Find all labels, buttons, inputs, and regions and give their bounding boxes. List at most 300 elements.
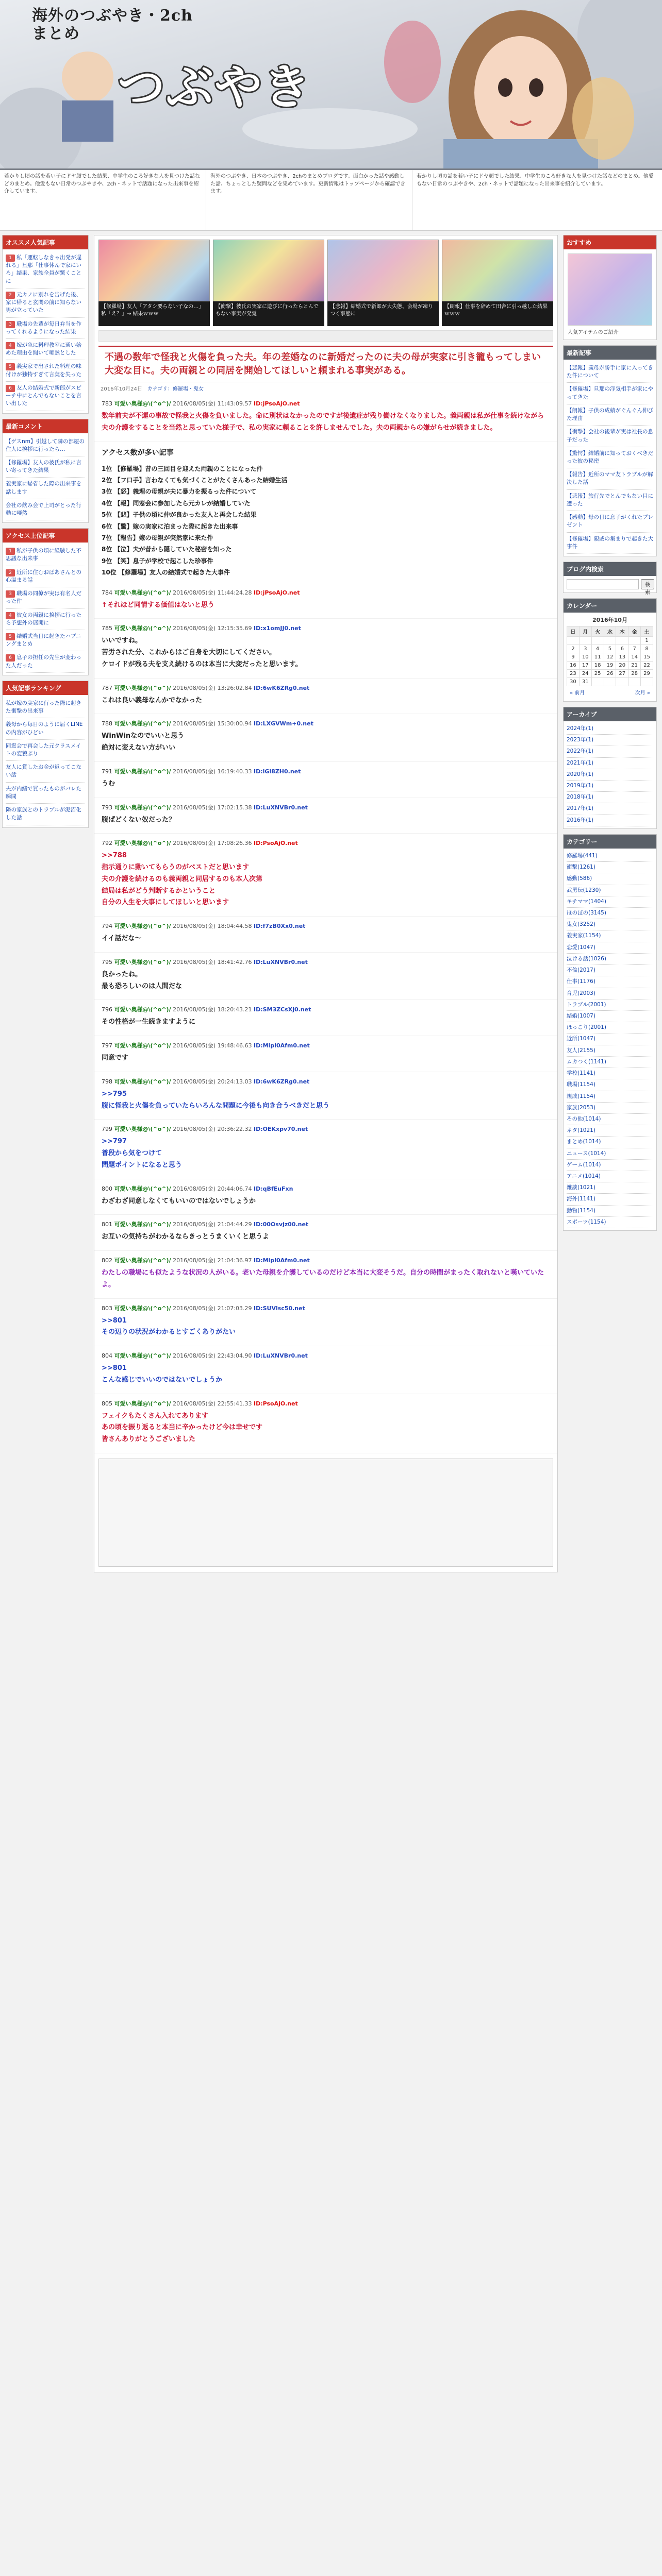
calendar-day[interactable]: 29 (641, 669, 653, 677)
thumb-caption[interactable]: 【朗報】仕事を辞めて田舎に引っ越した結果ｗｗｗ (442, 301, 553, 326)
post-id: ID:6wK6ZRg0.net (253, 684, 310, 691)
archive-item[interactable] (567, 746, 653, 757)
calendar-day[interactable]: 23 (567, 669, 580, 677)
category-item[interactable] (567, 954, 653, 965)
thumb-caption[interactable]: 【悲報】結婚式で新郎が大失態、会場が凍りつく事態に (327, 301, 439, 326)
box-title: 最新記事 (564, 346, 656, 360)
list-item[interactable] (6, 587, 85, 608)
calendar-day[interactable]: 16 (567, 661, 580, 669)
post-name: 可愛い奥様@\(^o^)/ (114, 1257, 171, 1264)
calendar-weekday: 金 (628, 626, 641, 636)
calendar-day[interactable]: 4 (591, 645, 604, 653)
calendar-prev-link[interactable]: « 前月 (570, 690, 585, 696)
featured-thumb[interactable] (98, 240, 210, 326)
calendar-day[interactable]: 21 (628, 661, 641, 669)
list-item[interactable] (567, 533, 653, 554)
ranking-line[interactable]: 3位 【怒】義理の母親が夫に暴力を振るった件について (102, 488, 257, 496)
list-link[interactable]: 【修羅場】旦那の浮気相手が家にやってきた (567, 386, 653, 400)
archive-item[interactable] (567, 758, 653, 769)
calendar-table (567, 626, 653, 686)
category-link[interactable]: 衝撃(1261) (567, 864, 595, 871)
category-item[interactable] (567, 1033, 653, 1045)
category-link[interactable]: 近所(1047) (567, 1036, 595, 1042)
list-item[interactable] (6, 435, 85, 456)
category-link[interactable]: キチママ(1404) (567, 898, 606, 905)
post-date: 2016/08/05(金) 12:15:35.69 (173, 625, 252, 632)
post-id: ID:Mipl0Afm0.net (253, 1257, 310, 1264)
list-item[interactable] (567, 404, 653, 426)
list-item[interactable] (567, 511, 653, 532)
recommend-caption[interactable]: 人気アイテムのご紹介 (568, 330, 619, 335)
list-link[interactable]: 私「運転しなきゃ出発が遅れる」旦那「仕事休んで家にいろ」結果、家族全員が驚くことに (6, 255, 81, 284)
archive-link[interactable]: 2017年(1) (567, 805, 594, 812)
category-item[interactable] (567, 1045, 653, 1057)
calendar-day[interactable]: 15 (641, 653, 653, 661)
ad-box[interactable] (98, 1459, 553, 1567)
list-item[interactable] (6, 740, 85, 761)
list-item[interactable] (6, 761, 85, 782)
post-number: 804 (102, 1352, 112, 1360)
list-link[interactable]: 嫁が急に料理教室に通い始めた理由を聞いて唖然とした (6, 342, 81, 357)
category-link[interactable]: 泣ける話(1026) (567, 955, 606, 962)
category-link[interactable]: 海外(1141) (567, 1196, 595, 1202)
recommend-image[interactable] (568, 253, 652, 326)
category-link[interactable]: ムカつく(1141) (567, 1058, 606, 1065)
list-item[interactable] (6, 697, 85, 718)
list-link[interactable]: 彼女の両親に挨拶に行ったら予想外の展開に (6, 612, 81, 626)
archive-link[interactable]: 2021年(1) (567, 759, 594, 766)
header-blurb-row (0, 170, 662, 231)
archive-item[interactable] (567, 803, 653, 815)
post-id: ID:f7zB0Xx0.net (253, 923, 306, 930)
post-body: >>788 指示通りに動いてもらうのがベストだと思います 夫の介護を続けるのも義両親と同居するのも本人次第 結局は私がどう判断するかということ 自分の人生を大事にしてほしいと思います (102, 852, 263, 907)
category-link[interactable]: 家族(2053) (567, 1104, 595, 1111)
category-item[interactable] (567, 1114, 653, 1125)
list-link[interactable]: 会社の飲み会で上司がとった行動に唖然 (6, 502, 81, 517)
post-name: 可愛い奥様@\(^o^)/ (114, 840, 171, 847)
category-link[interactable]: 動物(1154) (567, 1207, 595, 1214)
category-link[interactable]: 育児(2003) (567, 990, 595, 996)
post-body: わざわざ同意しなくてもいいのではないでしょうか (102, 1197, 256, 1205)
post-id: ID:lGi8ZH0.net (253, 768, 301, 775)
category-link[interactable]: 雑談(1021) (567, 1184, 595, 1191)
ranking-line[interactable]: 8位 【泣】夫が昔から隠していた秘密を知った (102, 546, 232, 553)
latest-posts-box (563, 345, 657, 556)
archive-link[interactable]: 2019年(1) (567, 783, 594, 789)
list-item[interactable] (6, 382, 85, 411)
list-link[interactable]: 私が子供の頃に経験した不思議な出来事 (6, 548, 81, 562)
post-id: ID:00Osvjz00.net (253, 1221, 309, 1228)
archive-item[interactable] (567, 815, 653, 826)
list-item[interactable] (6, 566, 85, 587)
calendar-day[interactable]: 24 (579, 669, 591, 677)
category-link[interactable]: 感動(586) (567, 875, 592, 882)
article-category-link[interactable]: カテゴリ：修羅場・鬼女 (147, 386, 204, 393)
calendar-day[interactable]: 20 (616, 661, 628, 669)
post-name: 可愛い奥様@\(^o^)/ (114, 1042, 171, 1049)
rank-badge: 6 (6, 385, 15, 392)
calendar-weekday: 水 (604, 626, 616, 636)
calendar-day (628, 677, 641, 686)
featured-thumb[interactable] (442, 240, 553, 326)
post-header (102, 1125, 550, 1133)
archive-list (564, 721, 656, 828)
calendar-day[interactable]: 11 (591, 653, 604, 661)
category-item[interactable] (567, 930, 653, 942)
main-article (94, 235, 558, 1572)
post-header (102, 1304, 550, 1312)
category-item[interactable] (567, 1194, 653, 1205)
box-title: おすすめ (564, 235, 656, 249)
list-link[interactable]: 職場の同僚が実は有名人だった件 (6, 590, 81, 605)
featured-thumb[interactable] (213, 240, 324, 326)
list-item[interactable] (6, 360, 85, 381)
calendar-day[interactable]: 9 (567, 653, 580, 661)
post-number: 800 (102, 1185, 112, 1192)
post-body: >>795 腹に怪我と火傷を負っていたらいろんな問題に今後も向き合うべきだと思う (102, 1090, 330, 1110)
post-header (102, 1077, 550, 1086)
list-item[interactable] (567, 426, 653, 447)
calendar-day[interactable]: 1 (641, 636, 653, 645)
post-name: 可愛い奥様@\(^o^)/ (114, 684, 171, 691)
list-link[interactable]: 【驚愕】結婚前に知っておくべきだった彼の秘密 (567, 450, 653, 464)
category-link[interactable]: 修羅場(441) (567, 852, 598, 859)
category-item[interactable] (567, 942, 653, 954)
ad-strip[interactable] (98, 330, 553, 342)
category-item[interactable] (567, 988, 653, 999)
list-link[interactable]: 【報告】近所のママ友トラブルが解決した話 (567, 471, 653, 486)
category-link[interactable]: 不倫(2017) (567, 967, 595, 974)
category-link[interactable]: スポーツ(1154) (567, 1218, 606, 1225)
category-link[interactable]: まとめ(1014) (567, 1139, 601, 1145)
post-name: 可愛い奥様@\(^o^)/ (114, 1185, 171, 1192)
category-link[interactable]: アニメ(1014) (567, 1173, 601, 1180)
list-link[interactable]: 義母から毎日のように届くLINEの内容がひどい (6, 721, 83, 736)
list-link[interactable]: 夫が内緒で買ったものがバレた瞬間 (6, 785, 81, 800)
post-id: ID:OEKxpv70.net (253, 1126, 308, 1133)
archive-link[interactable]: 2023年(1) (567, 737, 594, 743)
top-access-box (2, 528, 89, 675)
post-header (102, 767, 550, 775)
ranking-line[interactable]: 7位 【報告】嫁の母親が突然家に来た件 (102, 534, 213, 542)
category-item[interactable] (567, 1206, 653, 1217)
post (94, 1394, 557, 1453)
post-name: 可愛い奥様@\(^o^)/ (114, 720, 171, 727)
list-item[interactable] (567, 383, 653, 404)
category-item[interactable] (567, 1182, 653, 1194)
box-title: カレンダー (564, 599, 656, 613)
list-link[interactable]: 【修羅場】親戚の集まりで起きた大事件 (567, 535, 653, 550)
post-date: 2016/08/05(金) 22:55:41.33 (173, 1400, 252, 1407)
ranking-line[interactable]: 10位 【修羅場】友人の結婚式で起きた大事件 (102, 569, 230, 577)
calendar-day[interactable]: 5 (604, 645, 616, 653)
post (94, 1251, 557, 1299)
post (94, 1036, 557, 1072)
calendar-day[interactable]: 26 (604, 669, 616, 677)
thumb-caption[interactable]: 【衝撃】彼氏の実家に遊びに行ったらとんでもない事実が発覚 (213, 301, 324, 326)
post (94, 1215, 557, 1251)
category-link[interactable]: 鬼女(3252) (567, 921, 595, 928)
ranking-line[interactable]: 4位 【報】同窓会に参加したら元カレが結婚していた (102, 499, 251, 507)
list-link[interactable]: 元カノに別れを告げた後、家に帰ると玄関の前に知らない男が立っていた (6, 291, 81, 314)
ranking-line[interactable]: 6位 【驚】嫁の実家に泊まった際に起きた出来事 (102, 522, 238, 530)
calendar-day[interactable]: 7 (628, 645, 641, 653)
calendar-day (628, 636, 641, 645)
list-link[interactable]: 【感動】母の日に息子がくれたプレゼント (567, 514, 653, 529)
calendar-day[interactable]: 18 (591, 661, 604, 669)
category-item[interactable] (567, 976, 653, 988)
search-input[interactable] (567, 579, 639, 589)
post-name: 可愛い奥様@\(^o^)/ (114, 1126, 171, 1133)
category-link[interactable]: 職場(1154) (567, 1081, 595, 1088)
ranking-line[interactable]: 9位 【笑】息子が学校で起こした珍事件 (102, 557, 213, 565)
box-title: アーカイブ (564, 707, 656, 721)
archive-item[interactable] (567, 792, 653, 803)
list-item[interactable] (6, 718, 85, 739)
post (94, 798, 557, 834)
post-header (102, 1041, 550, 1049)
post-id: ID:LuXNVBr0.net (253, 958, 308, 965)
post-header (102, 1005, 550, 1013)
post-id: ID:SUVlsc50.net (253, 1304, 305, 1312)
post (94, 917, 557, 953)
list-link[interactable]: 【衝撃】会社の後輩が実は社長の息子だった (567, 429, 653, 443)
category-link[interactable]: 友人(2155) (567, 1047, 595, 1054)
post-number: 787 (102, 684, 112, 691)
archive-link[interactable]: 2018年(1) (567, 794, 594, 801)
category-item[interactable] (567, 999, 653, 1011)
category-item[interactable] (567, 873, 653, 885)
category-box (563, 834, 657, 1231)
category-item[interactable] (567, 1148, 653, 1160)
calendar-day[interactable]: 14 (628, 653, 641, 661)
category-item[interactable] (567, 1137, 653, 1148)
post-header (102, 1220, 550, 1228)
post (94, 834, 557, 917)
list-item[interactable] (567, 447, 653, 468)
list-item[interactable] (6, 339, 85, 360)
post-number: 784 (102, 589, 112, 596)
category-item[interactable] (567, 1103, 653, 1114)
category-link[interactable]: 恋愛(1047) (567, 944, 595, 951)
archive-link[interactable]: 2024年(1) (567, 725, 594, 732)
category-item[interactable] (567, 919, 653, 930)
category-link[interactable]: トラブル(2001) (567, 1001, 606, 1008)
category-link[interactable]: その他(1014) (567, 1115, 601, 1122)
list-item[interactable] (6, 478, 85, 499)
list-item[interactable] (567, 468, 653, 489)
archive-link[interactable]: 2022年(1) (567, 748, 594, 755)
post (94, 1299, 557, 1347)
post-body: わたしの職場にも似たような状況の人がいる。老いた母親を介護しているのだけど本当に大変そうだ。自分の時間がまったく取れないと嘆いていたよ。 (102, 1269, 544, 1289)
list-link[interactable]: 結婚式当日に起きたハプニングまとめ (6, 633, 81, 648)
list-item[interactable] (6, 289, 85, 318)
category-item[interactable] (567, 1057, 653, 1068)
post-body: うむ (102, 779, 115, 788)
calendar-day[interactable]: 10 (579, 653, 591, 661)
post-body: フェイクもたくさん入れてあります あの頃を振り返ると本当に辛かったけど今は幸せです 皆さんありがとうございました (102, 1412, 263, 1444)
category-item[interactable] (567, 851, 653, 862)
list-link[interactable]: 同窓会で再会した元クラスメイトの変貌ぶり (6, 742, 81, 757)
calendar-next-link[interactable]: 次月 » (635, 690, 650, 696)
category-link[interactable]: ネタ(1021) (567, 1127, 595, 1134)
category-link[interactable]: ゲーム(1014) (567, 1161, 601, 1168)
thumb-caption[interactable]: 【修羅場】友人「アタシ要らない子なの…」私「え？」→ 結果ｗｗｗ (98, 301, 210, 326)
list-item[interactable] (6, 609, 85, 630)
list-item[interactable] (6, 251, 85, 289)
calendar-day[interactable]: 12 (604, 653, 616, 661)
search-button[interactable]: 検索 (641, 579, 654, 589)
post-number: 803 (102, 1304, 112, 1312)
post-name: 可愛い奥様@\(^o^)/ (114, 768, 171, 775)
calendar-weekday: 火 (591, 626, 604, 636)
category-item[interactable] (567, 885, 653, 896)
post-number: 795 (102, 958, 112, 965)
category-link[interactable]: 学校(1141) (567, 1070, 595, 1077)
ranking-line[interactable]: 1位 【修羅場】昔の三回目を迎えた両親のことになった件 (102, 465, 263, 472)
category-link[interactable]: 武勇伝(1230) (567, 887, 601, 893)
list-link[interactable]: 友人に貸したお金が返ってこない話 (6, 764, 81, 778)
calendar-weekday: 木 (616, 626, 628, 636)
category-item[interactable] (567, 908, 653, 919)
calendar-day (591, 636, 604, 645)
calendar-day (641, 677, 653, 686)
rank-badge: 5 (6, 363, 15, 370)
category-item[interactable] (567, 1068, 653, 1079)
post-number: 792 (102, 840, 112, 847)
thumb-image[interactable] (213, 240, 324, 301)
category-item[interactable] (567, 1022, 653, 1033)
calendar-day[interactable]: 27 (616, 669, 628, 677)
calendar-day[interactable]: 6 (616, 645, 628, 653)
ranking-line[interactable]: 5位 【悲】子供の頃に仲が良かった友人と再会した結果 (102, 511, 257, 519)
calendar-day (616, 636, 628, 645)
post-name: 可愛い奥様@\(^o^)/ (114, 1006, 171, 1013)
calendar-day[interactable]: 30 (567, 677, 580, 686)
category-link[interactable]: 義実家(1154) (567, 933, 601, 939)
list-item[interactable] (567, 490, 653, 511)
post-date: 2016/08/05(金) 21:04:44.29 (173, 1221, 252, 1228)
category-link[interactable]: ほっこり(2001) (567, 1024, 606, 1031)
category-link[interactable]: ほのぼの(3145) (567, 910, 606, 916)
thumb-image[interactable] (327, 240, 439, 301)
category-link[interactable]: 結婚(1007) (567, 1012, 595, 1019)
site-logo[interactable]: つぶやき (118, 59, 312, 115)
post-date: 2016/08/05(金) 20:24:13.03 (173, 1078, 252, 1085)
archive-link[interactable]: 2020年(1) (567, 771, 594, 777)
list-item[interactable] (6, 651, 85, 672)
list-link[interactable]: 近所に住むおばあさんとの心温まる話 (6, 569, 81, 583)
category-item[interactable] (567, 1011, 653, 1022)
calendar-day[interactable]: 28 (628, 669, 641, 677)
calendar-day[interactable]: 22 (641, 661, 653, 669)
post-date: 2016/08/05(金) 18:20:43.21 (173, 1006, 252, 1013)
post-name: 可愛い奥様@\(^o^)/ (114, 804, 171, 811)
list-item[interactable] (567, 362, 653, 383)
archive-item[interactable] (567, 781, 653, 792)
calendar-day[interactable]: 8 (641, 645, 653, 653)
list-item[interactable] (6, 545, 85, 566)
list-link[interactable]: 私が嫁の実家に行った際に起きた衝撃の出来事 (6, 700, 81, 715)
calendar-day[interactable]: 17 (579, 661, 591, 669)
category-item[interactable] (567, 1171, 653, 1182)
calendar-day[interactable]: 2 (567, 645, 580, 653)
list-link[interactable]: 職場の先輩が毎日弁当を作ってくれるようになった結果 (6, 320, 81, 335)
category-item[interactable] (567, 862, 653, 873)
category-item[interactable] (567, 1091, 653, 1103)
list-link[interactable]: 【ゲスnm】引越して隣の部屋の住人に挨拶に行ったら… (6, 438, 85, 452)
archive-item[interactable] (567, 723, 653, 735)
archive-link[interactable]: 2016年(1) (567, 817, 594, 823)
post-date: 2016/08/05(金) 15:30:00.94 (173, 720, 252, 727)
list-link[interactable]: 友人の結婚式で新郎がスピーチ中にとんでもないことを言い出した (6, 384, 81, 407)
list-item[interactable] (6, 456, 85, 478)
ranking-box (2, 681, 89, 828)
rank-badge: 1 (6, 548, 15, 555)
category-item[interactable] (567, 1079, 653, 1091)
calendar-day[interactable]: 3 (579, 645, 591, 653)
thumb-image[interactable] (98, 240, 210, 301)
post (94, 1120, 557, 1179)
category-item[interactable] (567, 1217, 653, 1228)
site-title[interactable] (32, 7, 193, 43)
post-body: 腹ぱどくない奴だった？ (102, 816, 176, 824)
box-title: 人気記事ランキング (3, 681, 88, 695)
category-link[interactable]: 仕事(1176) (567, 978, 595, 985)
post-number: 797 (102, 1042, 112, 1049)
list-link[interactable]: 息子の担任の先生が変わった人だった (6, 654, 81, 669)
calendar-day[interactable]: 31 (579, 677, 591, 686)
list-link[interactable]: 【修羅場】友人の彼氏が私に言い寄ってきた結果 (6, 459, 81, 474)
list-item[interactable] (6, 630, 85, 651)
category-link[interactable]: ニュース(1014) (567, 1150, 606, 1157)
post-name: 可愛い奥様@\(^o^)/ (114, 1078, 171, 1085)
list-link[interactable]: 隣の家族とのトラブルが泥沼化した話 (6, 807, 81, 821)
featured-thumb[interactable] (327, 240, 439, 326)
list-link[interactable]: 【朗報】子供の成績がぐんぐん伸びた理由 (567, 407, 653, 422)
category-item[interactable] (567, 896, 653, 908)
category-link[interactable]: 親戚(1154) (567, 1093, 595, 1099)
post-number: 793 (102, 804, 112, 811)
list-item[interactable] (6, 499, 85, 520)
category-item[interactable] (567, 1125, 653, 1137)
list-item[interactable] (6, 804, 85, 825)
post-body: ↑それほど同情する価値はないと思う (102, 601, 214, 609)
thumb-image[interactable] (442, 240, 553, 301)
list-item[interactable] (6, 318, 85, 339)
post (94, 762, 557, 798)
post-header (102, 399, 550, 408)
calendar-day[interactable]: 13 (616, 653, 628, 661)
list-link[interactable]: 【悲報】旅行先でとんでもない目に遭った (567, 493, 653, 507)
list-link[interactable]: 義実家に帰省した際の出来事を話します (6, 481, 81, 495)
post-body: 同意です (102, 1054, 129, 1062)
calendar-day[interactable]: 19 (604, 661, 616, 669)
ranking-line[interactable]: 2位 【フ口手】言わなくても気づくことがたくさんあった結婚生活 (102, 477, 288, 484)
header-blurb: 若かりし頃の話を若い子にドヤ顔でした結果、中学生のころ好きな人を見つけた話などのまとめ。他愛もない日常のつぶやきや、2ch・ネットで話題になった出来事を紹介しています。 (417, 174, 654, 187)
post-date: 2016/08/05(金) 21:07:03.29 (173, 1304, 252, 1312)
calendar-day[interactable]: 25 (591, 669, 604, 677)
list-link[interactable]: 義実家で出された料理の味付けが独特すぎて言葉を失った (6, 363, 81, 378)
category-item[interactable] (567, 965, 653, 976)
list-link[interactable]: 【悲報】義母が勝手に家に入ってきた件について (567, 365, 653, 379)
archive-item[interactable] (567, 735, 653, 746)
list-item[interactable] (6, 783, 85, 804)
post-name: 可愛い奥様@\(^o^)/ (114, 1352, 171, 1360)
category-item[interactable] (567, 1160, 653, 1171)
archive-item[interactable] (567, 769, 653, 781)
post-body: 良かったね。 最も恐ろしいのは人間だな (102, 970, 183, 990)
